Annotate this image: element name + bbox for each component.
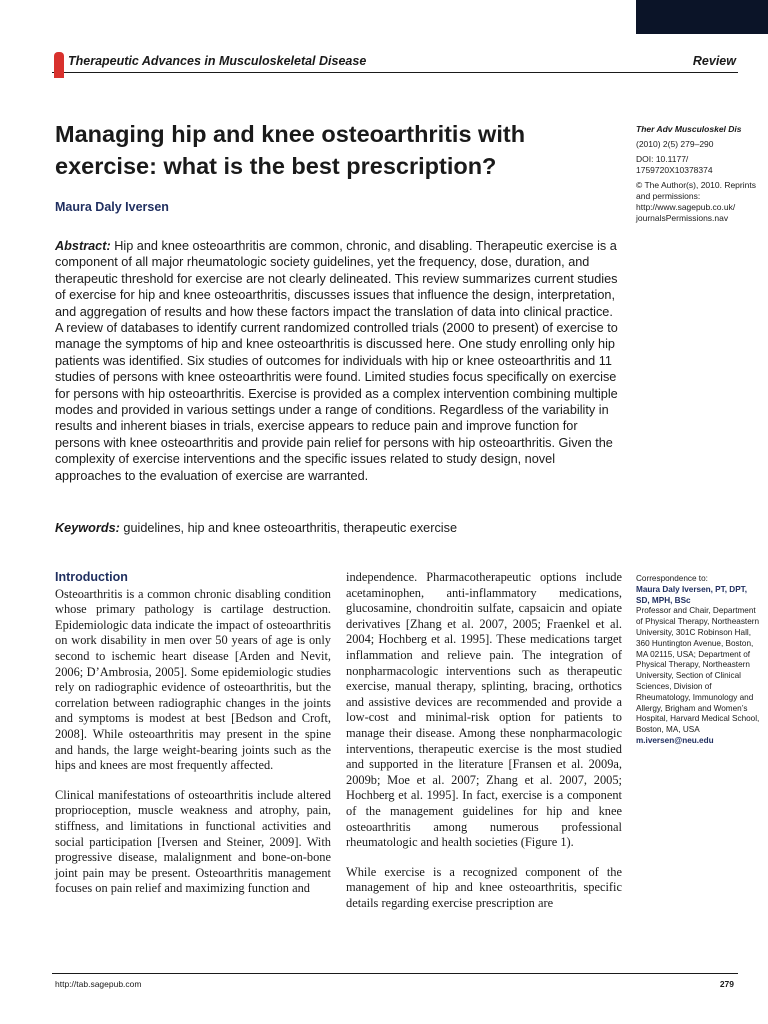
header-corner-block — [636, 0, 768, 34]
section-label: Review — [692, 54, 736, 68]
footer-url[interactable]: http://tab.sagepub.com — [55, 979, 142, 989]
section-heading-introduction: Introduction — [55, 570, 128, 584]
journal-name: Therapeutic Advances in Musculoskeletal Disease — [68, 54, 367, 68]
abstract-text: Hip and knee osteoarthritis are common, chronic, and disabling. Therapeutic exercise is a component of all major rheumatologic society guidelines, yet the frequency, dose, duration, and therapeutic threshold for exercise are not clearly delineated. This review summarizes current studies of exercise for hip and knee osteoarthritis, discusses issues that influence the design, interpretation, and aggregation of results and how these factors impact the translation of data into clinical practice. A review of databases to identify current randomized controlled trials (2000 to present) of exercise to manage the symptoms of hip and knee osteoarthritis is discussed here. One study enrolling only hip patients was identified. Six studies of outcomes for individuals with hip or knee osteoarthritis and 11 studies of persons with knee osteoarthritis were found. Limited studies focus specifically on exercise for persons with hip osteoarthritis. Exercise is provided as a complex intervention combining multiple modes and provided in various settings under a range of conditions. Regardless of the variability in results and inherent biases in trials, exercise appears to reduce pain and improve function for persons with knee osteoarthritis and provide pain relief for persons with hip osteoarthritis. Given the complexity of exercise interventions and the specific issues related to study design, novel approaches to the evaluation of exercise are warranted. — [55, 239, 618, 483]
keywords-label: Keywords: — [55, 521, 120, 535]
journal-header — [52, 52, 738, 73]
abstract — [55, 238, 623, 484]
abstract-label: Abstract: — [55, 239, 111, 253]
body-column-left — [55, 570, 331, 911]
page-number: 279 — [719, 979, 734, 989]
correspondence-name: Maura Daly Iversen, PT, DPT, SD, MPH, BSc — [636, 584, 748, 605]
body-paragraph: Osteoarthritis is a common chronic disabling condition whose primary pathology is cartilage destruction. Epidemiologic data indicate the impact of osteoarthritis on work disability in men over 50 years of age is only second to ischemic heart disease [Arden and Nevit, 2006; D’Ambrosia, 2005]. Some epidemiologic studies rely on radiographic evidence of osteoarthritis, but the correlation between radiographic changes in the joints and symptoms is modest at best [Bedson and Croft, 2008]. While osteoarthritis may present in the spine and hands, the large weight-bearing joints such as the hips and knees are most frequently affected. — [55, 586, 331, 773]
copyright-notice: © The Author(s), 2010. Reprints and permissions: http://www.sagepub.co.uk/ journalsPermissions.nav — [636, 180, 756, 223]
article-metadata — [636, 124, 756, 228]
keywords-text: guidelines, hip and knee osteoarthritis, therapeutic exercise — [123, 521, 458, 535]
journal-abbreviation: Ther Adv Musculoskel Dis — [636, 124, 742, 134]
article-title: Managing hip and knee osteoarthritis with exercise: what is the best prescription? — [55, 121, 526, 179]
citation: (2010) 2(5) 279–290 — [636, 139, 714, 149]
body-paragraph: independence. Pharmacotherapeutic options include acetaminophen, anti-inflammatory medications, glucosamine, chondroitin sulfate, capsaicin and opiate derivatives [Zhang et al. 2007, 2005; Fraenkel et al. 2004; Hochberg et al. 1995]. These medications target inflammation and relieve pain. The integration of nonpharmacologic interventions such as therapeutic exercise, manual therapy, splinting, bracing, orthotics and assistive devices are recommended and provide a low-cost and minimal-risk option for patients to manage their disease. Among these nonpharmacologic interventions, therapeutic exercise is the most studied and supported in the literature [Fransen et al. 2009a, 2009b; Moe et al. 2007; Zhang et al. 2007, 2005; Hochberg et al. 1995]. In fact, exercise is a component of the management guidelines for hip and knee osteoarthritis among numerous professional rheumatologic and health societies (Figure 1). — [346, 570, 622, 850]
doi: DOI: 10.1177/ 1759720X10378374 — [636, 154, 713, 175]
correspondence-email[interactable]: m.iversen@neu.edu — [636, 735, 714, 745]
body-paragraph: While exercise is a recognized component of the management of hip and knee osteoarthritis, specific details regarding exercise prescription are — [346, 864, 622, 910]
footer-divider — [52, 973, 738, 974]
correspondence-address: Professor and Chair, Department of Physical Therapy, Northeastern University, 301C Robinson Hall, 360 Huntington Avenue, Boston, MA 02115, USA; Department of Physical Therapy, Northeastern University, Section of Clinical Sciences, Division of Rheumatology, Immunology and Allergy, Brigham and Women’s Hospital, Harvard Medical School, Boston, MA, USA — [636, 606, 760, 735]
correspondence-block — [636, 574, 760, 747]
journal-tab-marker — [54, 52, 64, 78]
body-column-right — [346, 570, 622, 925]
author-name: Maura Daly Iversen — [55, 200, 169, 214]
body-paragraph: Clinical manifestations of osteoarthritis include altered proprioception, muscle weakness and atrophy, pain, stiffness, and limitations in functional activities and social participation [Iversen and Steiner, 2009]. With progressive disease, malalignment and bone-on-bone joint pain may be present. Osteoarthritis management focuses on pain relief and maximizing function and — [55, 787, 331, 896]
keywords — [55, 521, 623, 535]
correspondence-label: Correspondence to: — [636, 574, 708, 583]
